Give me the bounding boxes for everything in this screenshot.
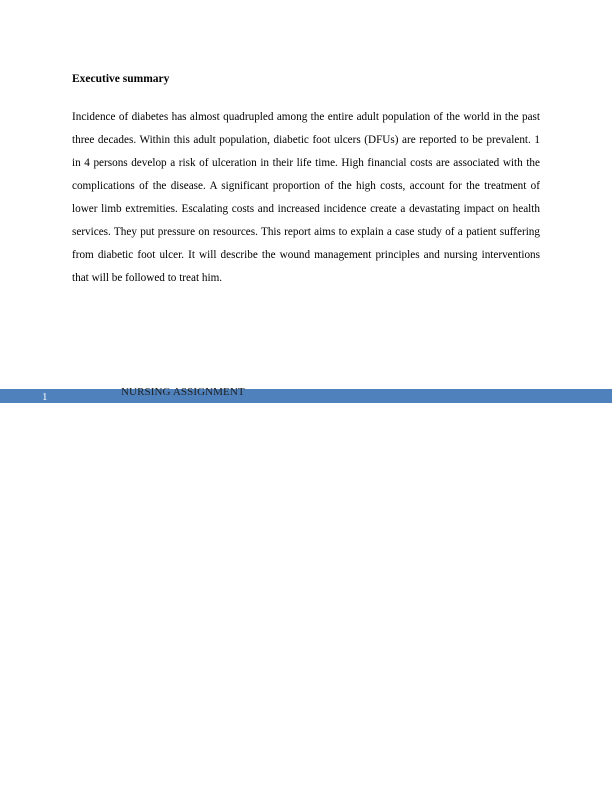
section-heading: Executive summary <box>72 73 170 85</box>
body-paragraph: Incidence of diabetes has almost quadrupled among the entire adult population of the world in the past three decades. Within this adult population, diabetic foot ulcers (DFUs) are reported to be prevalent. 1 in 4 persons develop a risk of ulceration in their life time. High financial costs are associated with the complications of the disease. A significant proportion of the high costs, account for the treatment of lower limb extremities. Escalating costs and increased incidence create a devastating impact on health services. They put pressure on resources. This report aims to explain a case study of a patient suffering from diabetic foot ulcer. It will describe the wound management principles and nursing interventions that will be followed to treat him. <box>72 111 540 284</box>
footer-bar <box>0 389 612 403</box>
running-title: NURSING ASSIGNMENT <box>121 386 245 398</box>
page-number: 1 <box>42 391 48 403</box>
